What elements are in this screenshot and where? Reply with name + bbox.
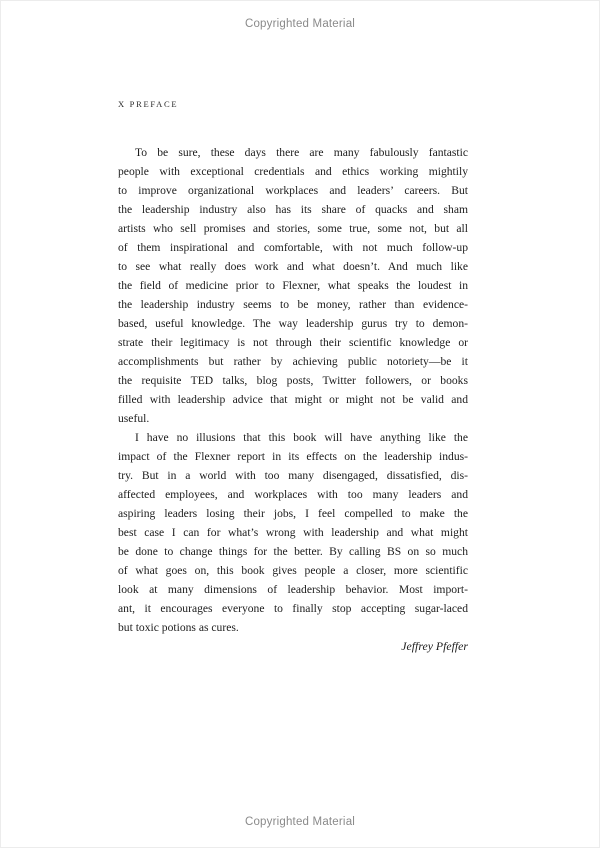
text-line: try. But in a world with too many disengaged, dissatisfied, dis- [118,469,468,482]
text-line: but toxic potions as cures. [118,621,239,634]
copyright-watermark-top: Copyrighted Material [244,18,356,30]
text-line: be done to change things for the better. By calling BS on so much [118,545,468,558]
text-line: based, useful knowledge. The way leadership gurus try to demon- [118,317,468,330]
text-line: the leadership industry also has its share of quacks and sham [118,203,468,216]
text-line: aspiring leaders losing their jobs, I feel compelled to make the [118,507,468,520]
text-line: to improve organizational workplaces and leaders’ careers. But [118,184,468,197]
text-line: of them inspirational and comfortable, with not much follow-up [118,241,468,254]
text-line: the field of medicine prior to Flexner, what speaks the loudest in [118,279,468,292]
paragraphs-container [118,143,468,637]
text-line: artists who sell promises and stories, some true, some not, but all [118,222,468,235]
copyright-watermark-bottom: Copyrighted Material [244,816,356,828]
paragraph [118,143,468,428]
text-line: the leadership industry seems to be money, rather than evidence- [118,298,468,311]
text-line: best case I can for what’s wrong with leadership and what might [118,526,468,539]
text-block [118,143,468,656]
text-line: To be sure, these days there are many fabulously fantastic [135,146,468,159]
text-line: impact of the Flexner report in its effects on the leadership indus- [118,450,468,463]
page-header-preface: X PREFACE [118,99,179,109]
text-line: strate their legitimacy is not through their scientific knowledge or [118,336,468,349]
text-line: look at many dimensions of leadership behavior. Most import- [118,583,468,596]
text-line: accomplishments but rather by achieving public notoriety—be it [118,355,468,368]
text-line: of what goes on, this book gives people a closer, more scientific [118,564,468,577]
text-line: filled with leadership advice that might or might not be valid and [118,393,468,406]
text-line: to see what really does work and what doesn’t. And much like [118,260,468,273]
text-line: people with exceptional credentials and ethics working mightily [118,165,468,178]
text-line: useful. [118,412,150,425]
paragraph [118,428,468,637]
text-line: I have no illusions that this book will have anything like the [135,431,468,444]
text-line: ant, it encourages everyone to finally stop accepting sugar-laced [118,602,468,615]
text-line: affected employees, and workplaces with too many leaders and [118,488,468,501]
text-line: the requisite TED talks, blog posts, Twitter followers, or books [118,374,468,387]
author-signature: Jeffrey Pfeffer [401,639,468,653]
